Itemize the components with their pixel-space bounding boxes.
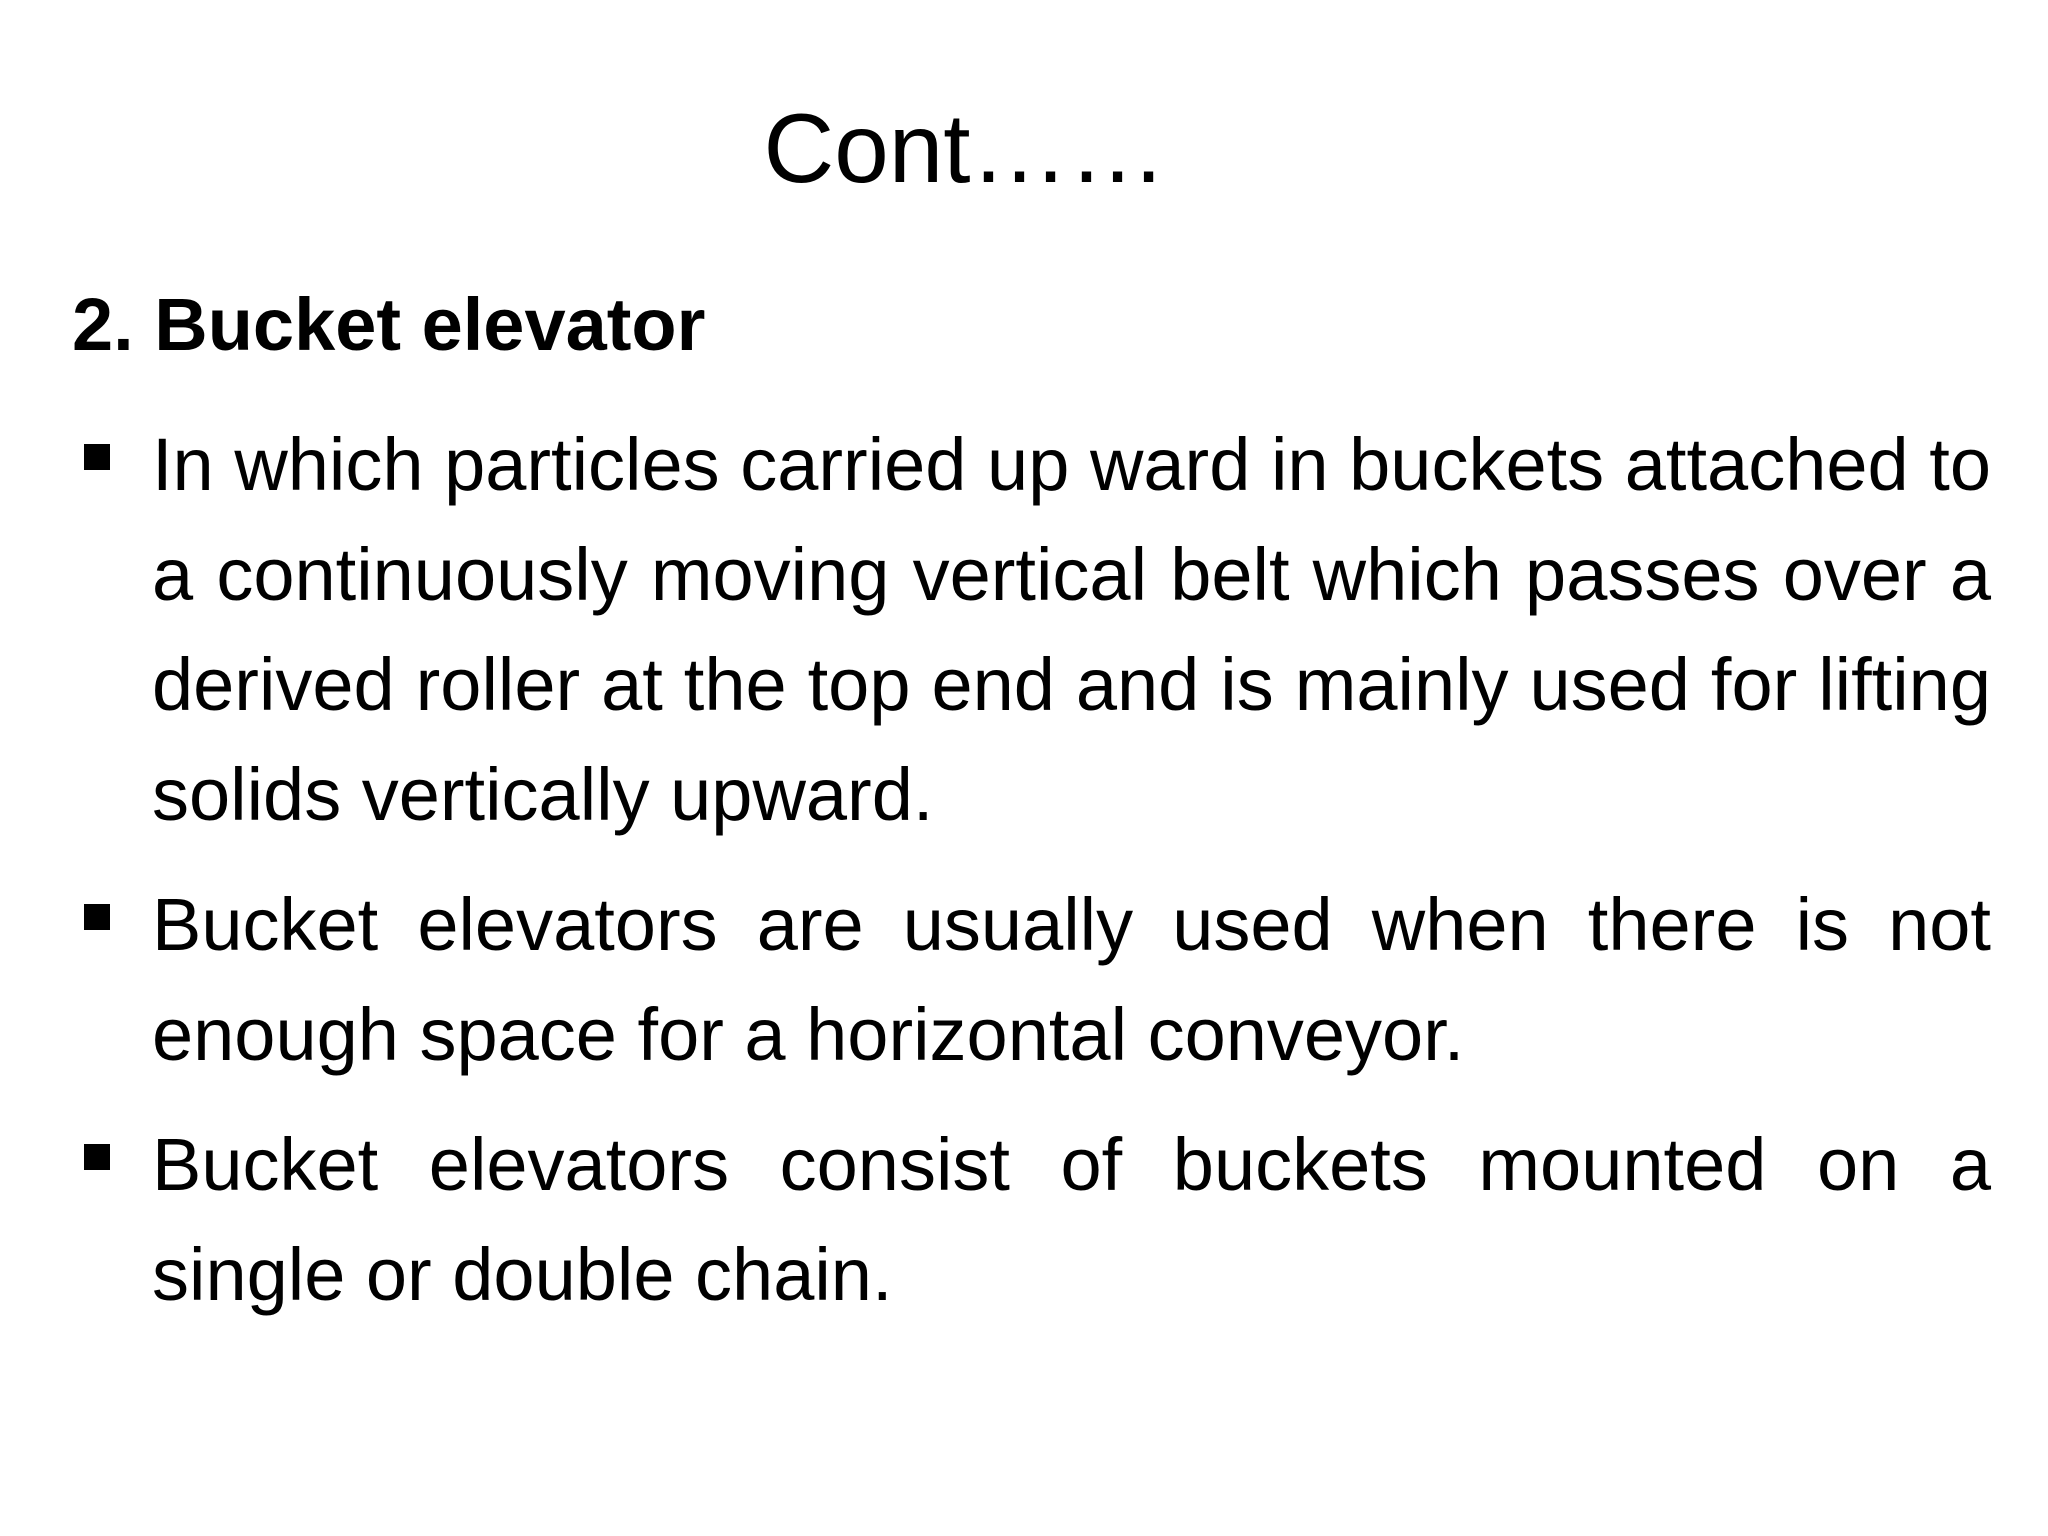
slide-title: Cont…… — [763, 93, 1167, 203]
square-bullet-icon — [84, 1144, 110, 1170]
square-bullet-icon — [84, 904, 110, 930]
bullet-text: Bucket elevators are usually used when there is not enough space for a horizontal conveyor. — [152, 883, 1991, 1076]
bullet-item — [76, 1110, 1991, 1330]
bullet-item — [76, 870, 1991, 1090]
bullet-text: Bucket elevators consist of buckets mounted on a single or double chain. — [152, 1123, 1991, 1316]
bullet-list — [76, 410, 1991, 1350]
section-heading: 2. Bucket elevator — [72, 283, 706, 366]
bullet-text: In which particles carried up ward in buckets attached to a continuously moving vertical belt which passes over a derived roller at the top end and is mainly used for lifting solids vertically upward. — [152, 423, 1991, 836]
square-bullet-icon — [84, 444, 110, 470]
bullet-item — [76, 410, 1991, 850]
